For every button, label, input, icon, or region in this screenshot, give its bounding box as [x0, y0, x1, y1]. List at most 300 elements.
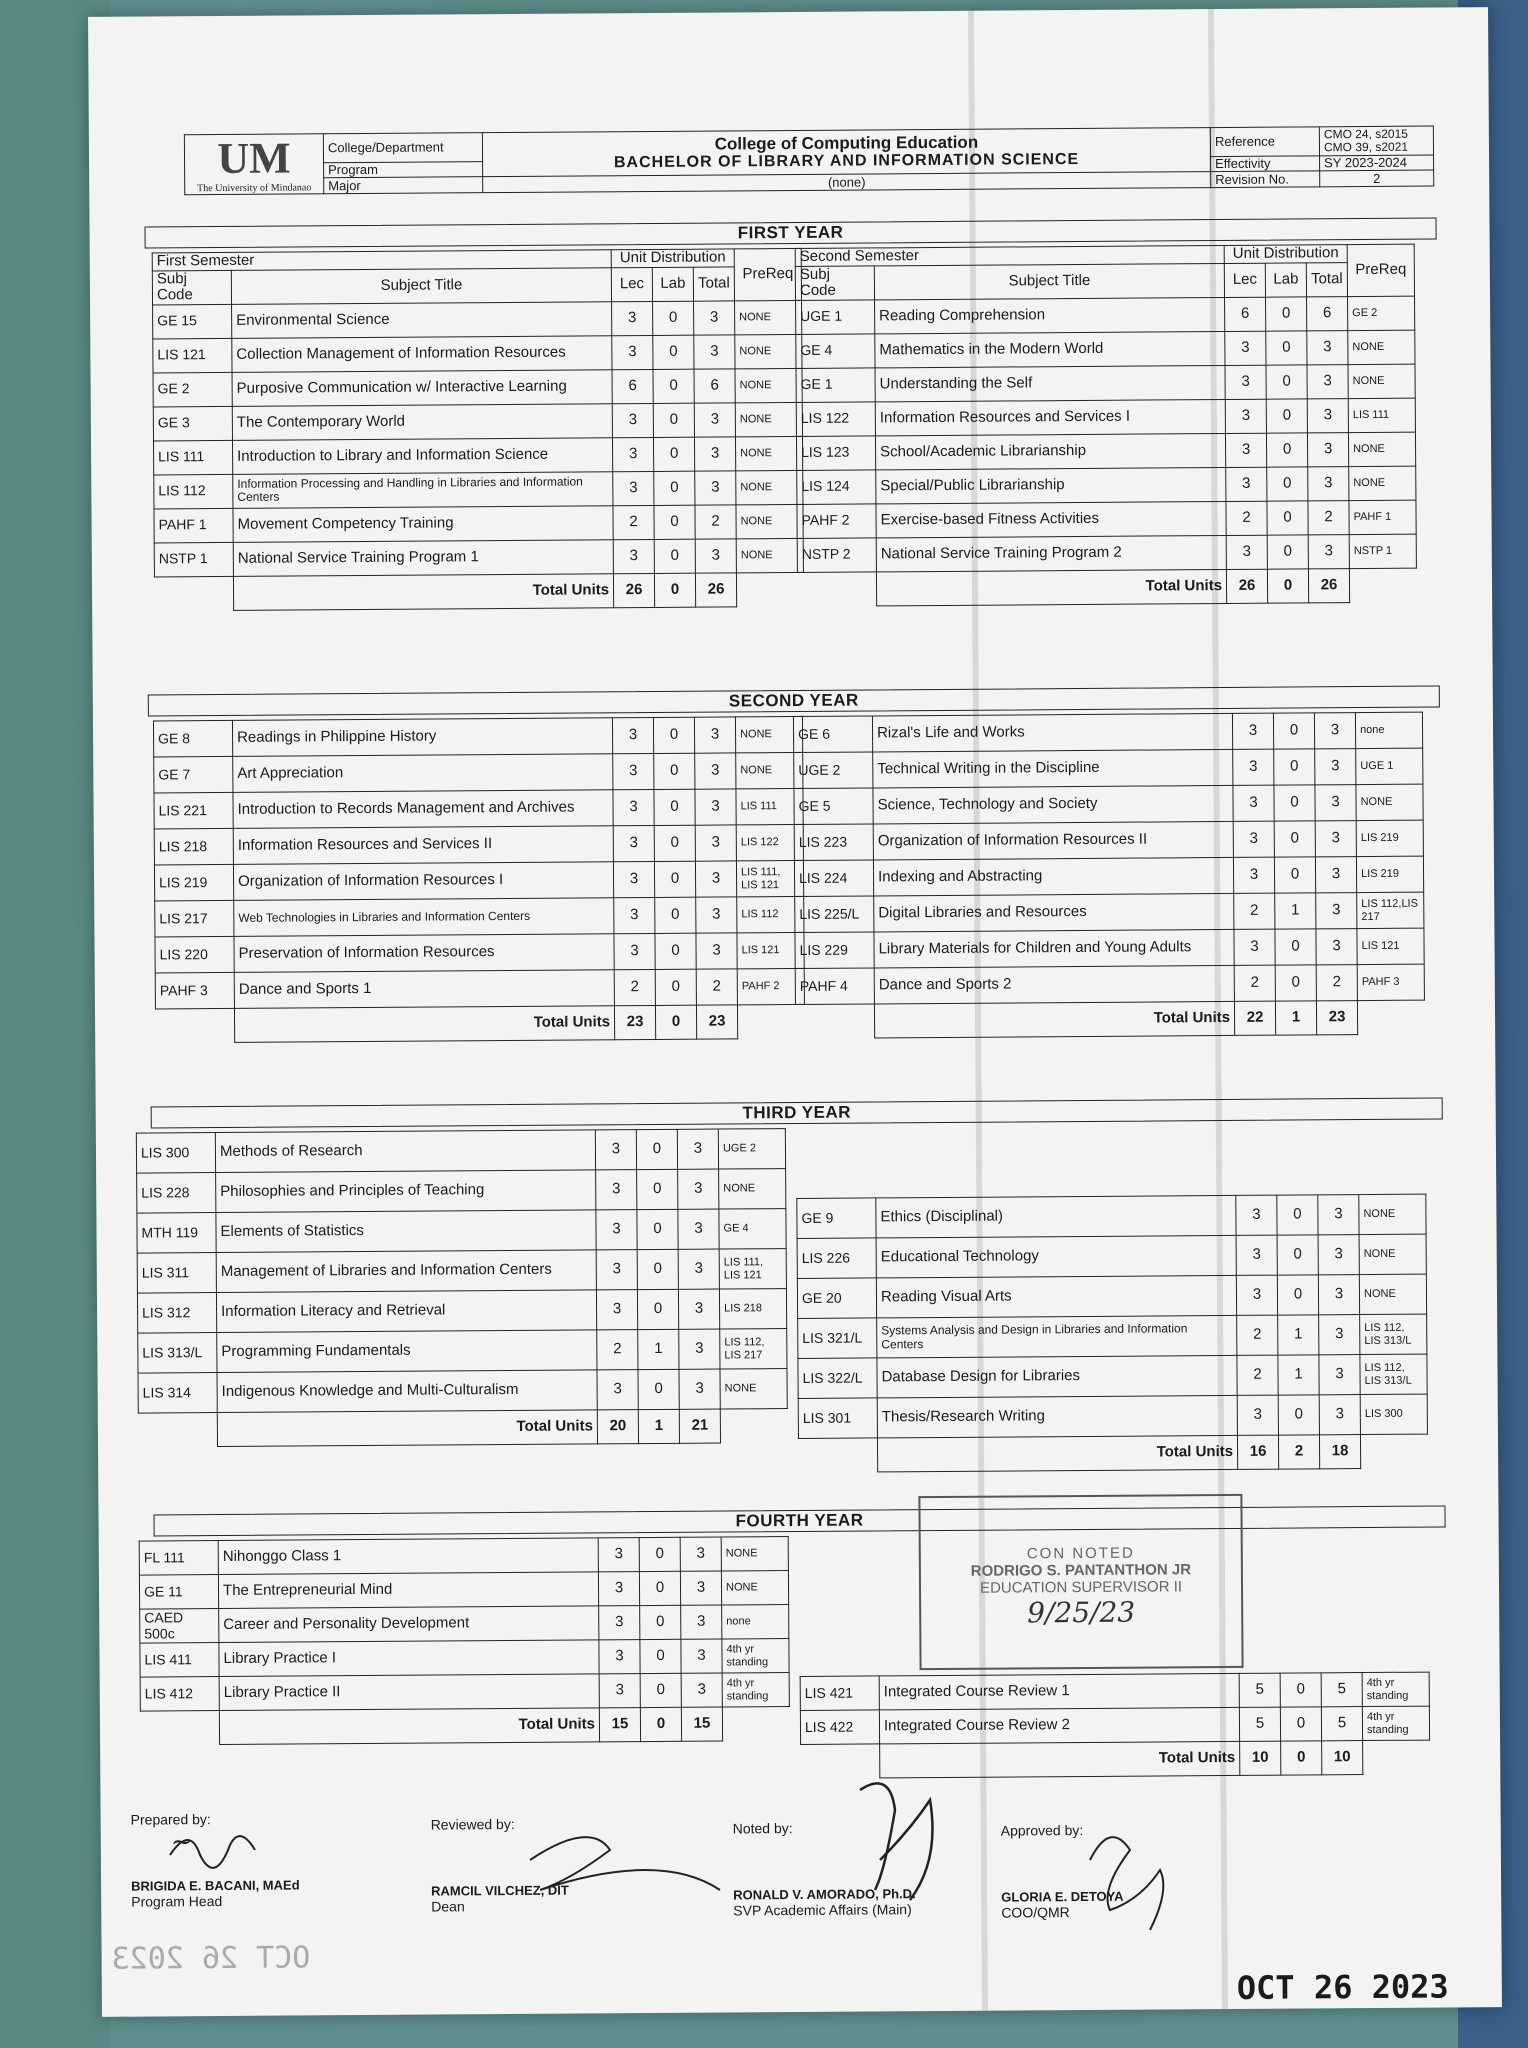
course-total: 3 — [695, 753, 736, 789]
course-prereq: NONE — [736, 470, 803, 504]
course-prereq: GE 2 — [1348, 296, 1415, 330]
prereq-header: PreReq — [1347, 244, 1414, 296]
year-title: THIRD YEAR — [151, 1097, 1443, 1128]
course-lec: 2 — [1237, 1315, 1278, 1355]
course-lec: 3 — [596, 1170, 637, 1210]
course-total: 3 — [1314, 713, 1355, 749]
course-lec: 3 — [595, 1130, 636, 1170]
course-code: LIS 312 — [137, 1293, 216, 1334]
subject-title-header: Subject Title — [874, 263, 1224, 299]
supervisor-stamp — [918, 1494, 1243, 1670]
course-title: Library Practice I — [219, 1640, 599, 1677]
course-total: 3 — [695, 789, 736, 825]
course-lec: 3 — [1236, 1235, 1277, 1275]
course-lab: 1 — [1278, 1355, 1319, 1395]
course-lec: 3 — [596, 1210, 637, 1250]
course-prereq: LIS 122 — [736, 824, 803, 860]
mirrored-date-stamp: OCT 26 2023 — [111, 1940, 311, 1977]
total-units-label: Total Units — [217, 1410, 597, 1447]
lab-header: Lab — [652, 267, 693, 301]
course-lab: 0 — [654, 471, 695, 505]
course-prereq: LIS 218 — [719, 1289, 786, 1329]
course-title: Digital Libraries and Resources — [874, 893, 1234, 932]
course-lab: 0 — [654, 789, 695, 825]
course-prereq: NONE — [736, 752, 803, 788]
course-lec: 3 — [613, 753, 654, 789]
course-lec: 2 — [614, 969, 655, 1005]
course-total: 3 — [680, 1571, 721, 1605]
course-title: School/Academic Librarianship — [875, 433, 1225, 469]
course-lab: 0 — [639, 1571, 680, 1605]
course-total: 3 — [681, 1605, 722, 1639]
course-total: 3 — [695, 825, 736, 861]
course-prereq: UGE 1 — [1356, 748, 1423, 784]
course-total: 3 — [694, 436, 735, 470]
course-lec: 3 — [1225, 433, 1266, 467]
course-lab: 0 — [637, 1169, 678, 1209]
course-lab: 0 — [654, 825, 695, 861]
total-lec: 15 — [599, 1708, 640, 1742]
course-total: 2 — [696, 969, 737, 1005]
total-lec: 16 — [1237, 1435, 1278, 1469]
course-row — [154, 538, 803, 577]
course-code: GE 4 — [796, 333, 875, 368]
stamp-name: RODRIGO S. PANTANTHON JR — [970, 1561, 1192, 1580]
course-prereq: PAHF 2 — [737, 968, 804, 1004]
course-prereq: NONE — [1359, 1274, 1426, 1314]
course-row — [795, 964, 1424, 1004]
course-lec: 3 — [612, 403, 653, 437]
course-row — [138, 1369, 787, 1414]
course-prereq: NONE — [735, 334, 802, 368]
course-title: Collection Management of Information Resources — [232, 335, 612, 372]
course-lab: 0 — [1267, 534, 1308, 568]
course-row — [155, 968, 804, 1009]
course-prereq: LIS 112, LIS 313/L — [1360, 1314, 1427, 1354]
total-units: 23 — [696, 1005, 737, 1039]
course-lec: 3 — [1225, 399, 1266, 433]
course-lec: 3 — [599, 1640, 640, 1674]
course-title: Thesis/Research Writing — [877, 1395, 1237, 1438]
course-code: LIS 313/L — [138, 1333, 217, 1374]
noted-signature — [733, 1835, 916, 1886]
course-lab: 1 — [1275, 893, 1316, 929]
total-lec: 23 — [614, 1005, 655, 1039]
course-lab: 0 — [1277, 1235, 1318, 1275]
course-code: LIS 122 — [796, 401, 875, 436]
course-code: LIS 219 — [154, 864, 233, 901]
course-title: Dance and Sports 2 — [874, 965, 1234, 1004]
course-lab: 0 — [653, 369, 694, 403]
course-row — [139, 1571, 788, 1610]
course-code: GE 5 — [794, 788, 873, 825]
course-lec: 3 — [1226, 467, 1267, 501]
lec-header: Lec — [1224, 263, 1265, 297]
noted-by — [733, 1819, 916, 1918]
course-lec: 3 — [1237, 1395, 1278, 1435]
year-title: FOURTH YEAR — [153, 1505, 1445, 1536]
total-lec: 20 — [597, 1410, 638, 1444]
course-prereq: NONE — [735, 716, 802, 752]
total-lec: 22 — [1234, 1001, 1275, 1035]
course-title: Library Practice II — [219, 1674, 599, 1711]
course-title: Science, Technology and Society — [873, 785, 1233, 824]
course-code: GE 3 — [153, 406, 232, 441]
course-row — [154, 788, 803, 829]
course-code: LIS 124 — [797, 469, 876, 504]
prepared-name: BRIGIDA E. BACANI, MAEd — [131, 1877, 300, 1894]
course-prereq: 4th yr standing — [722, 1639, 789, 1673]
course-total: 3 — [1315, 785, 1356, 821]
course-lec: 3 — [1236, 1275, 1277, 1315]
course-code: NSTP 2 — [797, 537, 876, 572]
course-total: 3 — [678, 1249, 719, 1289]
course-lec: 3 — [613, 539, 654, 573]
course-row — [139, 1537, 788, 1576]
header-table — [184, 126, 1434, 196]
course-prereq: 4th yr standing — [1362, 1706, 1429, 1740]
course-row — [794, 856, 1423, 896]
course-total: 6 — [694, 368, 735, 402]
course-lec: 2 — [613, 505, 654, 539]
course-prereq: 4th yr standing — [1362, 1672, 1429, 1706]
course-code: GE 9 — [797, 1198, 876, 1239]
course-lec: 3 — [612, 301, 653, 335]
course-row — [798, 1354, 1427, 1398]
course-row — [800, 1672, 1429, 1710]
course-lec: 3 — [598, 1572, 639, 1606]
total-units-row — [155, 1004, 804, 1043]
course-prereq: LIS 121 — [1357, 928, 1424, 964]
course-prereq: NSTP 1 — [1349, 534, 1416, 568]
noted-label: Noted by: — [732, 1820, 793, 1837]
course-code: LIS 121 — [153, 338, 232, 373]
course-row — [154, 504, 803, 543]
course-code: LIS 422 — [800, 1710, 879, 1745]
course-total: 3 — [1307, 364, 1348, 398]
course-row — [155, 932, 804, 973]
course-lab: 0 — [654, 539, 695, 573]
course-code: LIS 221 — [154, 792, 233, 829]
course-row — [154, 860, 803, 901]
prereq-header: PreReq — [734, 248, 801, 300]
course-total: 3 — [678, 1289, 719, 1329]
course-code: LIS 322/L — [798, 1358, 877, 1399]
course-row — [155, 896, 804, 937]
course-lec: 3 — [1233, 821, 1274, 857]
course-lab: 0 — [638, 1369, 679, 1409]
course-total: 3 — [1315, 857, 1356, 893]
course-code: LIS 301 — [798, 1398, 877, 1439]
course-row — [797, 466, 1416, 504]
course-code: UGE 1 — [796, 299, 875, 334]
course-prereq: NONE — [1348, 364, 1415, 398]
course-row — [796, 432, 1415, 470]
course-lab: 0 — [654, 753, 695, 789]
course-code: LIS 111 — [153, 440, 232, 475]
total-units: 15 — [681, 1707, 722, 1741]
course-row — [137, 1289, 786, 1334]
course-lab: 0 — [637, 1289, 678, 1329]
course-lec: 6 — [1225, 297, 1266, 331]
course-code: LIS 225/L — [795, 896, 874, 933]
course-lec: 3 — [613, 825, 654, 861]
course-title: Readings in Philippine History — [232, 718, 612, 757]
course-code: LIS 412 — [140, 1677, 219, 1712]
lec-header: Lec — [611, 267, 652, 301]
course-code: GE 11 — [139, 1575, 218, 1610]
course-code: LIS 224 — [794, 860, 873, 897]
course-prereq: NONE — [1359, 1194, 1426, 1234]
course-row — [796, 398, 1415, 436]
reviewed-role: Dean — [431, 1898, 465, 1915]
total-units: 23 — [1316, 1001, 1357, 1035]
course-prereq: LIS 219 — [1356, 820, 1423, 856]
course-lab: 1 — [638, 1329, 679, 1369]
course-prereq: 4th yr standing — [722, 1673, 789, 1707]
total-units-label: Total Units — [880, 1741, 1240, 1778]
course-lab: 0 — [640, 1673, 681, 1707]
course-code: LIS 321/L — [798, 1318, 877, 1359]
course-row — [154, 824, 803, 865]
course-lec: 3 — [1233, 857, 1274, 893]
course-total: 3 — [680, 1537, 721, 1571]
prepared-by — [131, 1810, 300, 1909]
year-title: FIRST YEAR — [145, 218, 1437, 249]
course-lab: 0 — [637, 1249, 678, 1289]
date-stamp: OCT 26 2023 — [1236, 1967, 1449, 2007]
total-units: 26 — [695, 572, 736, 606]
approved-by — [1001, 1822, 1124, 1921]
total-units-label: Total Units — [874, 1001, 1234, 1038]
university-name: The University of Mindanao — [197, 182, 312, 195]
course-lab: 0 — [1275, 929, 1316, 965]
course-title: Information Resources and Services I — [875, 399, 1225, 435]
course-lab: 0 — [1273, 713, 1314, 749]
course-lab: 0 — [655, 933, 696, 969]
course-row — [137, 1249, 786, 1294]
second-semester-table — [800, 1672, 1431, 1779]
course-prereq: LIS 112,LIS 217 — [1357, 892, 1424, 928]
total-lab: 0 — [640, 1707, 681, 1741]
approved-role: COO/QMR — [1001, 1904, 1070, 1921]
course-title: Systems Analysis and Design in Libraries and Information Centers — [877, 1315, 1237, 1358]
course-row — [794, 748, 1423, 788]
course-lec: 2 — [1237, 1355, 1278, 1395]
course-lec: 3 — [1232, 713, 1273, 749]
course-lab: 0 — [640, 1605, 681, 1639]
approved-name: GLORIA E. DETOYA — [1001, 1888, 1124, 1905]
course-row — [796, 330, 1415, 368]
total-units-row — [801, 1740, 1430, 1778]
course-lec: 6 — [612, 369, 653, 403]
course-prereq: NONE — [721, 1537, 788, 1571]
course-lec: 2 — [1226, 501, 1267, 535]
subj-code-header: Subj Code — [795, 265, 874, 300]
course-row — [800, 1706, 1429, 1744]
course-lab: 0 — [1266, 296, 1307, 330]
course-code: LIS 226 — [797, 1238, 876, 1279]
major-label: Major — [324, 177, 483, 194]
course-lab: 0 — [653, 403, 694, 437]
course-title: Web Technologies in Libraries and Information Centers — [234, 898, 614, 937]
course-row — [154, 470, 803, 509]
course-total: 3 — [1319, 1315, 1360, 1355]
course-code: NSTP 1 — [154, 542, 233, 577]
course-code: PAHF 4 — [795, 968, 874, 1005]
course-lab: 0 — [1278, 1395, 1319, 1435]
course-lec: 5 — [1239, 1707, 1280, 1741]
course-lab: 0 — [1280, 1707, 1321, 1741]
total-units-row — [154, 572, 803, 611]
course-title: Organization of Information Resources I — [233, 862, 613, 901]
course-title: Indigenous Knowledge and Multi-Culturalism — [217, 1370, 597, 1413]
course-title: Exercise-based Fitness Activities — [876, 501, 1226, 537]
course-row — [153, 300, 802, 339]
course-lab: 1 — [1278, 1315, 1319, 1355]
total-lab: 0 — [1267, 568, 1308, 602]
course-lab: 0 — [1266, 364, 1307, 398]
course-title: Programming Fundamentals — [217, 1330, 597, 1373]
course-total: 3 — [695, 538, 736, 572]
course-row — [795, 928, 1424, 968]
course-code: PAHF 2 — [797, 503, 876, 538]
course-title: Nihonggo Class 1 — [218, 1538, 598, 1575]
course-title: Indexing and Abstracting — [873, 857, 1233, 896]
course-lab: 0 — [653, 717, 694, 753]
course-title: Mathematics in the Modern World — [875, 331, 1225, 367]
course-title: National Service Training Program 2 — [876, 535, 1226, 571]
subject-title-header: Subject Title — [231, 267, 611, 304]
course-total: 3 — [1318, 1235, 1359, 1275]
course-prereq: NONE — [1359, 1234, 1426, 1274]
course-row — [798, 1314, 1427, 1358]
course-code: LIS 311 — [137, 1253, 216, 1294]
course-lec: 3 — [597, 1370, 638, 1410]
course-total: 3 — [694, 402, 735, 436]
course-lec: 2 — [597, 1330, 638, 1370]
course-lec: 3 — [1225, 331, 1266, 365]
course-title: Educational Technology — [876, 1235, 1236, 1278]
course-title: Information Resources and Services II — [233, 826, 613, 865]
total-units: 21 — [679, 1409, 720, 1443]
first-semester-table — [139, 1536, 790, 1746]
course-prereq: NONE — [1349, 466, 1416, 500]
course-lec: 3 — [598, 1538, 639, 1572]
course-prereq: LIS 111, LIS 121 — [736, 860, 803, 896]
course-prereq: NONE — [1356, 784, 1423, 820]
total-lab: 1 — [638, 1409, 679, 1443]
total-units: 26 — [1308, 568, 1349, 602]
course-prereq: NONE — [736, 504, 803, 538]
total-lec: 26 — [1226, 569, 1267, 603]
course-row — [140, 1639, 789, 1678]
course-row — [793, 712, 1422, 752]
course-total: 3 — [696, 933, 737, 969]
course-lec: 3 — [614, 897, 655, 933]
course-prereq: NONE — [721, 1571, 788, 1605]
course-lab: 0 — [655, 897, 696, 933]
course-title: Information Literacy and Retrieval — [216, 1290, 596, 1333]
course-row — [797, 500, 1416, 538]
course-row — [797, 534, 1416, 572]
course-title: Philosophies and Principles of Teaching — [216, 1170, 596, 1213]
course-code: MTH 119 — [137, 1213, 216, 1254]
course-lec: 3 — [614, 933, 655, 969]
course-prereq: LIS 112, LIS 313/L — [1360, 1354, 1427, 1394]
course-code: CAED 500c — [140, 1609, 219, 1644]
course-row — [137, 1209, 786, 1254]
course-row — [153, 402, 802, 441]
course-title: Dance and Sports 1 — [234, 970, 614, 1009]
course-row — [140, 1673, 789, 1712]
course-total: 3 — [679, 1369, 720, 1409]
first-semester-table — [152, 248, 804, 611]
course-code: LIS 229 — [795, 932, 874, 969]
total-lab: 0 — [1281, 1741, 1322, 1775]
prepared-role: Program Head — [131, 1893, 223, 1910]
course-title: Technical Writing in the Discipline — [873, 749, 1233, 788]
course-lab: 0 — [1266, 330, 1307, 364]
course-code: LIS 217 — [155, 900, 234, 937]
course-total: 3 — [1319, 1355, 1360, 1395]
second-semester-table — [796, 1194, 1428, 1473]
course-title: Library Materials for Children and Young Adults — [874, 929, 1234, 968]
course-prereq: none — [1355, 712, 1422, 748]
course-row — [140, 1605, 789, 1644]
major-value: (none) — [483, 172, 1211, 193]
course-title: Introduction to Records Management and Archives — [233, 790, 613, 829]
curriculum-sheet — [88, 7, 1502, 2017]
course-total: 3 — [681, 1639, 722, 1673]
total-units: 18 — [1319, 1435, 1360, 1469]
course-total: 3 — [1307, 330, 1348, 364]
revision-label: Revision No. — [1211, 171, 1320, 188]
course-title: Art Appreciation — [233, 754, 613, 793]
semester-label: First Semester — [152, 250, 611, 271]
course-lab: 0 — [1280, 1673, 1321, 1707]
course-total: 3 — [1318, 1275, 1359, 1315]
course-lab: 0 — [653, 335, 694, 369]
course-prereq: NONE — [735, 300, 802, 334]
unit-distribution-header: Unit Distribution — [611, 249, 734, 267]
course-row — [153, 368, 802, 407]
course-prereq: none — [722, 1605, 789, 1639]
course-lab: 0 — [654, 505, 695, 539]
course-prereq: NONE — [735, 436, 802, 470]
course-code: GE 8 — [153, 720, 232, 757]
course-total: 3 — [1307, 432, 1348, 466]
approved-label: Approved by: — [1000, 1822, 1084, 1839]
reference-label: Reference — [1210, 127, 1319, 156]
course-lec: 3 — [1233, 749, 1274, 785]
total-lab: 0 — [654, 573, 695, 607]
course-row — [153, 716, 802, 757]
course-total: 3 — [681, 1673, 722, 1707]
course-lec: 3 — [612, 335, 653, 369]
course-row — [796, 296, 1415, 334]
unit-distribution-header: Unit Distribution — [1224, 245, 1347, 263]
course-lab: 0 — [655, 969, 696, 1005]
course-title: Reading Comprehension — [875, 297, 1225, 333]
course-prereq: GE 4 — [719, 1209, 786, 1249]
second-semester-table — [793, 712, 1425, 1039]
course-title: Database Design for Libraries — [877, 1355, 1237, 1398]
course-total: 3 — [1315, 821, 1356, 857]
year-title: SECOND YEAR — [148, 685, 1440, 716]
course-lec: 3 — [612, 717, 653, 753]
course-lab: 0 — [1277, 1275, 1318, 1315]
